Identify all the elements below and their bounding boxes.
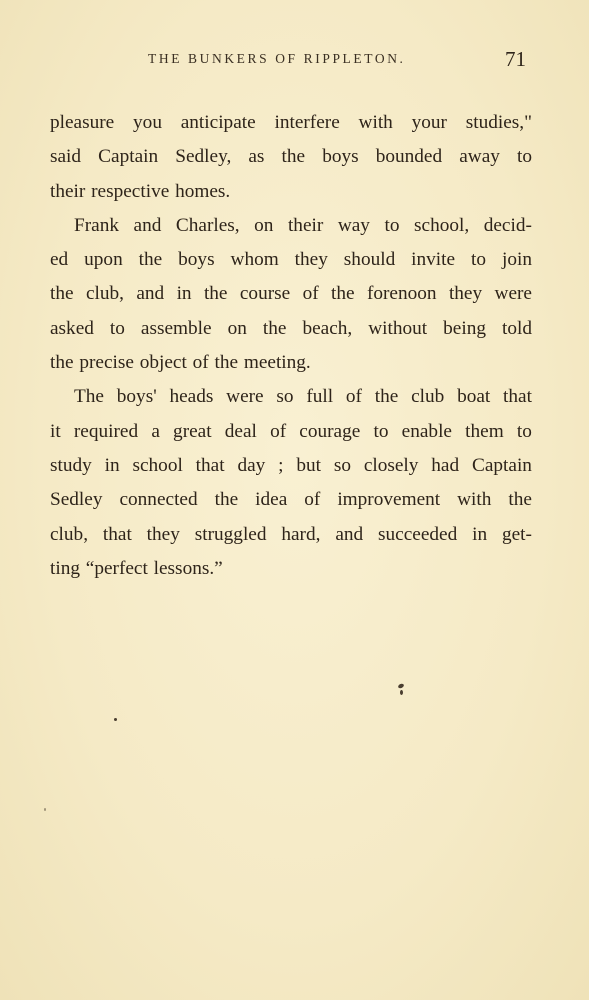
text-line <box>50 277 532 311</box>
word: object <box>139 352 187 374</box>
word: assemble <box>140 317 212 339</box>
page-number: 71 <box>505 47 526 71</box>
word: respective <box>91 180 170 202</box>
word: required <box>73 420 139 442</box>
word: it <box>50 420 61 442</box>
word: their <box>287 214 324 236</box>
text-line <box>50 449 532 483</box>
word: the <box>50 352 74 374</box>
word: to <box>384 214 400 236</box>
word: beach, <box>302 317 353 339</box>
word: the <box>281 146 306 168</box>
word: homes. <box>175 180 231 202</box>
word: courage <box>299 420 361 442</box>
word: the <box>138 249 163 271</box>
word: to <box>517 146 532 168</box>
word: the <box>214 352 239 374</box>
word: Frank <box>74 214 119 236</box>
word: day <box>237 454 266 476</box>
word: a <box>151 420 160 442</box>
word: boys <box>322 146 359 168</box>
word: anticipate <box>180 112 256 133</box>
word: deal <box>224 420 257 442</box>
word: the <box>331 283 355 305</box>
word: school, <box>414 214 470 236</box>
word: they <box>146 523 180 545</box>
ink-speck <box>397 683 404 689</box>
text-line <box>50 552 532 586</box>
word: lessons.” <box>153 557 223 579</box>
word: boys' <box>116 386 157 408</box>
word: to <box>373 420 389 442</box>
word: said <box>50 146 82 168</box>
word: the <box>214 489 239 511</box>
word: of <box>302 283 319 305</box>
word: ; <box>278 454 284 476</box>
word: the <box>50 283 74 305</box>
running-head <box>0 48 589 72</box>
word: Sedley, <box>175 146 232 168</box>
word: of <box>304 489 321 511</box>
word: and <box>335 523 364 545</box>
paragraph <box>50 209 532 380</box>
word: succeeded <box>378 523 458 545</box>
word: them <box>465 420 504 442</box>
word: with <box>457 489 492 511</box>
word: “perfect <box>85 557 148 579</box>
word: Charles, <box>175 214 240 236</box>
word: full <box>306 386 334 408</box>
text-line <box>50 243 532 277</box>
word: in <box>104 454 120 476</box>
paragraph <box>50 380 532 586</box>
word: club <box>411 386 445 408</box>
paragraph <box>50 106 532 209</box>
word: that <box>102 523 132 545</box>
word: away <box>459 146 500 168</box>
word: the <box>203 283 228 305</box>
word: and <box>136 283 165 305</box>
word: upon <box>84 249 123 271</box>
word: idea <box>255 489 288 511</box>
word: told <box>501 317 532 339</box>
word: boat <box>457 386 491 408</box>
word: club, <box>85 283 124 305</box>
word: The <box>74 386 104 408</box>
word: should <box>343 249 396 271</box>
word: closely <box>363 454 419 476</box>
word: ting <box>50 557 80 579</box>
word: of <box>192 352 209 374</box>
word: interfere <box>274 112 340 133</box>
word: of <box>345 386 362 408</box>
word: that <box>503 386 532 408</box>
word: of <box>270 420 287 442</box>
text-line <box>50 346 532 380</box>
word: without <box>368 317 428 339</box>
word: they <box>448 283 483 305</box>
word: pleasure <box>50 112 115 133</box>
word: that <box>195 454 225 476</box>
text-line <box>50 312 532 346</box>
word: as <box>248 146 265 168</box>
word: the <box>508 489 532 511</box>
word: your <box>411 112 447 133</box>
word: great <box>173 420 212 442</box>
text-line <box>50 380 532 414</box>
word: way <box>337 214 370 236</box>
word: the <box>262 317 287 339</box>
word: studies," <box>465 112 532 133</box>
word: in <box>472 523 488 545</box>
word: to <box>109 317 125 339</box>
word: forenoon <box>366 283 437 305</box>
word: so <box>276 386 294 408</box>
word: club, <box>50 523 89 545</box>
word: course <box>239 283 291 305</box>
word: and <box>133 214 162 236</box>
word: on <box>227 317 247 339</box>
word: improvement <box>337 489 441 511</box>
word: study <box>50 454 92 476</box>
word: Captain <box>98 146 159 168</box>
word: were <box>226 386 264 408</box>
word: to <box>516 420 532 442</box>
word: join <box>501 249 532 271</box>
text-line <box>50 415 532 449</box>
word: get- <box>501 523 532 545</box>
word: bounded <box>375 146 443 168</box>
word: but <box>296 454 321 476</box>
word: struggled <box>194 523 267 545</box>
word: were <box>494 283 532 305</box>
word: heads <box>169 386 214 408</box>
ink-speck <box>400 690 403 695</box>
word: decid- <box>483 214 532 236</box>
running-title: THE BUNKERS OF RIPPLETON. <box>148 51 406 66</box>
word: the <box>374 386 399 408</box>
word: they <box>294 249 328 271</box>
word: you <box>133 112 162 133</box>
word: school <box>132 454 183 476</box>
word: their <box>50 180 86 202</box>
word: so <box>333 454 351 476</box>
body-text <box>50 106 532 586</box>
word: ed <box>50 249 69 271</box>
text-line <box>50 175 532 209</box>
word: to <box>471 249 487 271</box>
word: had <box>431 454 460 476</box>
word: hard, <box>281 523 321 545</box>
ink-speck <box>44 808 46 811</box>
text-line <box>50 209 532 243</box>
word: boys <box>178 249 215 271</box>
ink-speck <box>114 718 117 721</box>
word: being <box>443 317 486 339</box>
word: in <box>176 283 192 305</box>
text-line <box>50 140 532 174</box>
word: with <box>358 112 393 133</box>
word: connected <box>119 489 198 511</box>
word: Captain <box>471 454 532 476</box>
word: asked <box>50 317 94 339</box>
word: precise <box>79 352 134 374</box>
text-line <box>50 483 532 517</box>
word: Sedley <box>50 489 103 511</box>
word: whom <box>230 249 279 271</box>
word: meeting. <box>243 352 311 374</box>
text-line <box>50 106 532 140</box>
text-line <box>50 518 532 552</box>
word: enable <box>401 420 452 442</box>
word: invite <box>411 249 456 271</box>
word: on <box>254 214 274 236</box>
